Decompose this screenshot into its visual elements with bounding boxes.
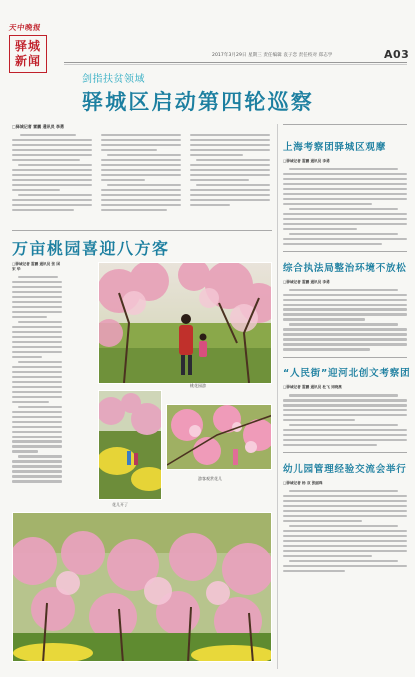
sidebar-story-1-byline: □驿城记者 雷鹏 通讯员 李勇 [283, 158, 330, 163]
sidebar-story-1-title: 上海考察团驿城区观摩 [283, 141, 387, 153]
section-label-line1: 驿城 [14, 39, 41, 53]
sidebar-story-4 [283, 452, 407, 572]
page-number: A03 [384, 48, 410, 61]
feature-story-headline: 万亩桃园喜迎八方客 [12, 239, 170, 258]
feature-story-byline: □驿城记者 雷鹏 通讯员 张 国 宋 华 [12, 262, 60, 271]
sidebar-story-2 [283, 251, 407, 351]
lead-story-body [12, 124, 272, 224]
blossom-close-caption: 游客观赏花儿 [198, 476, 222, 481]
column-divider [277, 124, 278, 669]
main-photo-caption: 桃花园游 [190, 383, 206, 388]
lead-story-headline: 驿城区启动第四轮巡察 [82, 90, 314, 114]
sidebar-story-1 [283, 124, 407, 245]
orchard-main-photo [98, 262, 272, 384]
sidebar-story-3-byline: □驿城记者 雷鹏 通讯员 杜飞 刘晓燕 [283, 385, 342, 390]
sidebar-story-3 [283, 357, 411, 447]
section-label [9, 35, 47, 73]
sidebar-story-2-title: 综合执法局整治环境不放松 [283, 262, 407, 274]
page-header-meta: 2017年3月29日 星期三 责任编辑 袁子恋 责任校对 郑志学 [212, 53, 333, 58]
masthead-logo [9, 22, 55, 92]
orchard-photo-blossom-close [166, 404, 272, 470]
yellow-field-caption: 花儿开了 [112, 502, 128, 507]
orchard-wide-illustration [13, 513, 272, 662]
sidebar-story-4-rule [283, 452, 407, 453]
section-label-line2: 新闻 [14, 54, 41, 68]
feature-top-rule [12, 230, 272, 231]
sidebar-story-2-rule [283, 251, 407, 252]
sidebar-story-4-title: 幼儿园管理经验交流会举行 [283, 464, 407, 476]
orchard-main-illustration [99, 263, 272, 384]
sidebar-story-3-title: “人民街”迎河北创文考察团 [283, 368, 411, 380]
orchard-yellow-field-illustration [99, 391, 162, 500]
sidebar [283, 124, 411, 575]
lead-story-byline: □驿城记者 雷鹏 通讯员 李勇 [12, 124, 64, 129]
sidebar-story-3-rule [283, 357, 407, 358]
lead-story-kicker: 剑指扶贫领域 [82, 74, 145, 85]
lead-story-column-2 [101, 134, 181, 214]
newspaper-logo-text: 天中晚报 [8, 23, 42, 32]
sidebar-story-1-rule [283, 124, 407, 125]
sidebar-story-2-byline: □驿城记者 雷鹏 通讯员 李勇 [283, 279, 330, 284]
orchard-photo-yellow-field [98, 390, 162, 500]
blossom-close-illustration [167, 405, 272, 470]
feature-story-body [12, 262, 62, 485]
header-rule-thin [64, 64, 407, 65]
lead-story-column-1 [12, 134, 92, 214]
lead-story-column-3 [190, 134, 270, 214]
sidebar-story-4-byline: □驿城记者 杨 双 张丽珠 [283, 481, 323, 486]
orchard-wide-photo [12, 512, 272, 662]
